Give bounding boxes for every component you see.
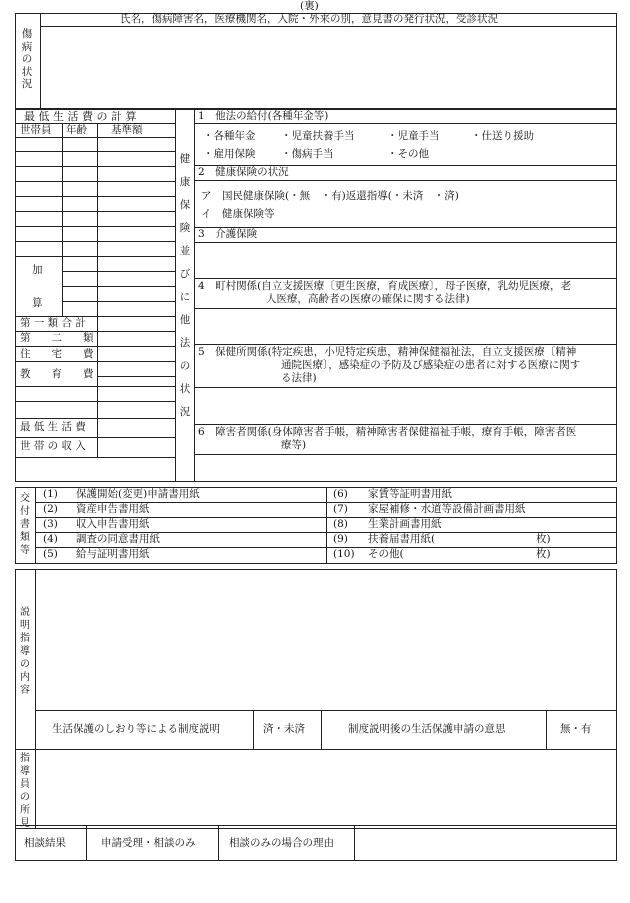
consultation-result-label: 相談結果 xyxy=(24,837,66,849)
insurance-other-law-label: 健康保険並びに他法の状況 xyxy=(179,153,191,418)
doc-support-notification-sheets: 枚) xyxy=(536,533,551,545)
addition-label-2: 算 xyxy=(32,297,43,309)
benefit-child-rearing: ・児童扶養手当 xyxy=(281,130,355,142)
doc-other: その他( xyxy=(368,548,404,560)
doc-num-6: (6) xyxy=(333,488,348,500)
education-cost-label: 教 育 費 xyxy=(20,368,94,380)
municipal-relation-line1: 4 町村関係(自立支援医療〔更生医療，育成医療〕，母子医療，乳幼児医療，老 xyxy=(198,280,572,292)
doc-num-2: (2) xyxy=(43,503,58,515)
benefit-remittance: ・仕送り援助 xyxy=(471,130,534,142)
consultation-result-value: 申請受理・相談のみ xyxy=(101,837,196,849)
issued-documents-label: 交付書類等 xyxy=(20,493,30,556)
benefit-other: ・その他 xyxy=(387,148,429,160)
doc-business-plan: 生業計画書用紙 xyxy=(368,518,442,530)
doc-other-sheets: 枚) xyxy=(536,548,551,560)
disability-relation-line1: 6 障害者関係(身体障害者手帳，精神障害者保健福祉手帳，療育手帳，障害者医 xyxy=(198,426,577,438)
doc-num-9: (9) xyxy=(333,533,348,545)
health-center-line1: 5 保健所関係(特定疾患，小児特定疾患，精神保健福祉法，自立支援医療〔精神 xyxy=(198,346,577,358)
health-insurance-heading: 2 健康保険の状況 xyxy=(198,166,289,178)
health-center-line2: 通院医療〕，感染症の予防及び感染症の患者に対する医療に関す xyxy=(281,359,581,371)
instructor-opinion-label: 指導員の所見 xyxy=(20,753,30,829)
doc-salary-certificate: 給与証明書用紙 xyxy=(76,548,150,560)
class2-label: 第 二 類 xyxy=(20,332,94,344)
injury-status-header: 氏名，傷病障害名，医療機関名，入院・外来の別，意見書の発行状況，受診状況 xyxy=(120,13,498,25)
benefit-injury-allowance: ・傷病手当 xyxy=(281,148,334,160)
doc-num-4: (4) xyxy=(43,533,58,545)
page-side-label: (裏) xyxy=(300,0,319,12)
doc-num-8: (8) xyxy=(333,518,348,530)
health-center-line3: る法律) xyxy=(281,372,317,384)
health-insurance-other: イ 健康保険等 xyxy=(201,208,275,220)
explanation-guidance-label: 説明指導の内容 xyxy=(20,607,30,696)
doc-num-7: (7) xyxy=(333,503,348,515)
household-income-label: 世 帯 の 収 入 xyxy=(20,440,86,452)
booklet-explanation-label: 生活保護のしおり等による制度説明 xyxy=(52,723,220,735)
nursing-care-insurance-heading: 3 介護保険 xyxy=(198,228,258,240)
injury-status-label: 傷病の状況 xyxy=(21,28,33,90)
doc-asset-declaration: 資産申告書用紙 xyxy=(76,503,150,515)
disability-relation-line2: 療等) xyxy=(281,439,307,451)
national-health-insurance: ア 国民健康保険(・無 ・有)返還指導(・未済 ・済) xyxy=(201,190,459,202)
doc-num-10: (10) xyxy=(333,548,355,560)
doc-consent-form: 調査の同意書用紙 xyxy=(76,533,160,545)
explained-status: 済・未済 xyxy=(263,723,305,735)
col-household-member: 世帯員 xyxy=(20,124,52,136)
application-intention-label: 制度説明後の生活保護申請の意思 xyxy=(348,723,506,735)
consultation-only-reason-label: 相談のみの場合の理由 xyxy=(229,837,334,849)
housing-cost-label: 住 宅 費 xyxy=(20,348,94,360)
explanation-guidance-section xyxy=(15,569,617,829)
injury-status-section xyxy=(15,13,617,109)
col-age: 年齢 xyxy=(66,124,87,136)
doc-support-notification: 扶養届書用紙( xyxy=(368,533,436,545)
benefit-pension: ・各種年金 xyxy=(203,130,256,142)
municipal-relation-line2: 人医療，高齢者の医療の確保に関する法律) xyxy=(266,293,470,305)
benefit-employment-insurance: ・雇用保険 xyxy=(203,148,256,160)
doc-rent-certificate: 家賃等証明書用紙 xyxy=(368,488,452,500)
doc-application-form: 保護開始(変更)申請書用紙 xyxy=(76,488,200,500)
doc-num-3: (3) xyxy=(43,518,58,530)
doc-house-repair-plan: 家屋補修・水道等設備計画書用紙 xyxy=(368,503,526,515)
other-law-benefits-heading: 1 他法の給付(各種年金等) xyxy=(198,110,329,122)
doc-income-declaration: 収入申告書用紙 xyxy=(76,518,150,530)
min-living-cost-title: 最 低 生 活 費 の 計 算 xyxy=(24,110,137,123)
application-intention-value: 無・有 xyxy=(560,723,592,735)
doc-num-1: (1) xyxy=(43,488,58,500)
addition-label-1: 加 xyxy=(32,264,43,276)
col-standard-amount: 基準額 xyxy=(111,124,143,136)
class1-total-label: 第 一 類 合 計 xyxy=(20,317,86,329)
min-living-cost-label: 最 低 生 活 費 xyxy=(20,421,86,433)
doc-num-5: (5) xyxy=(43,548,58,560)
benefit-child: ・児童手当 xyxy=(387,130,440,142)
